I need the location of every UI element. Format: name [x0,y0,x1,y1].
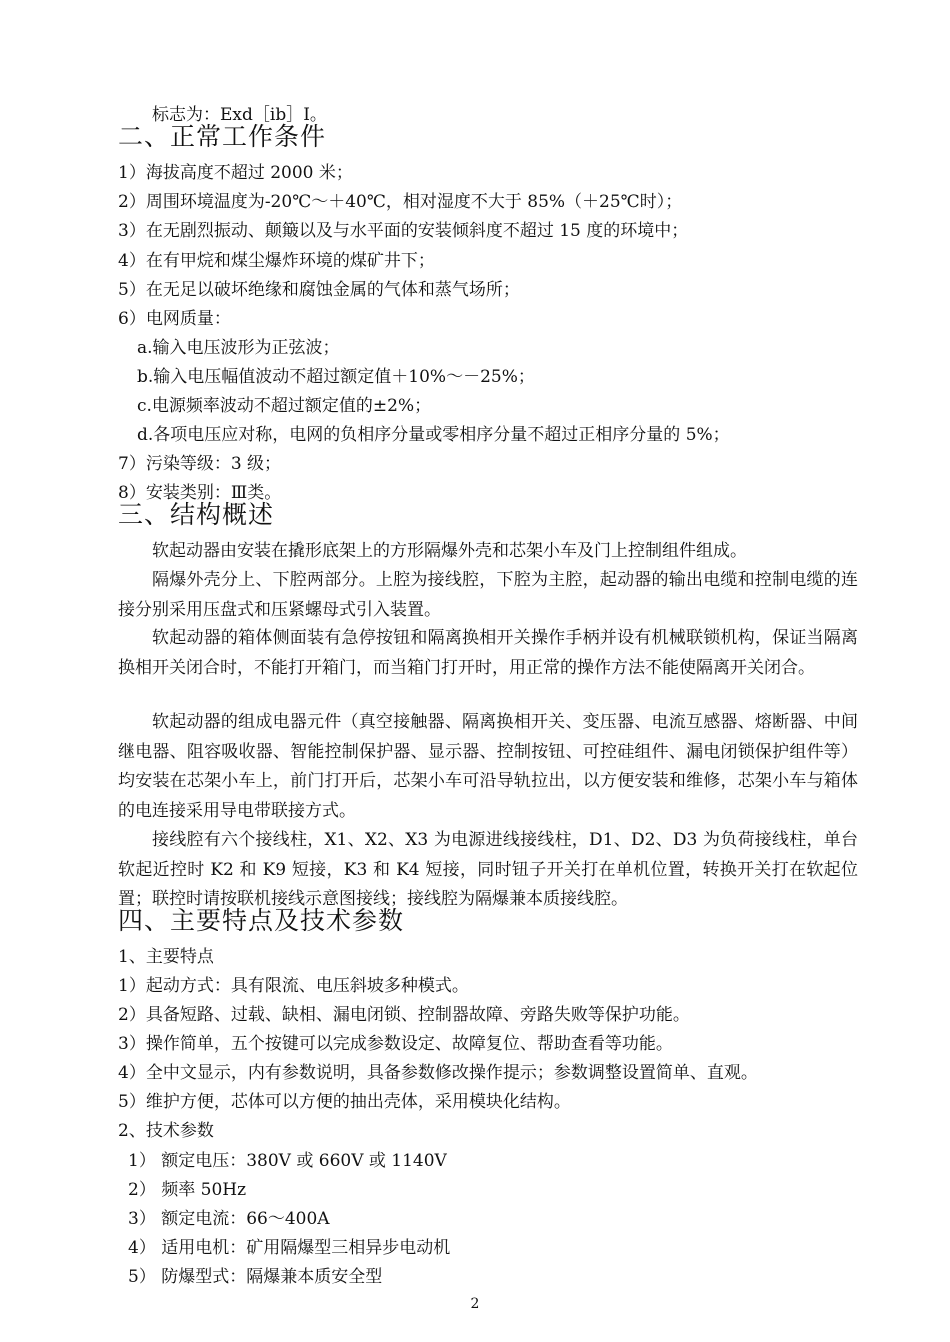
condition-4: 4）在有甲烷和煤尘爆炸环境的煤矿井下； [118,251,435,271]
param-2: 2） 频率 50Hz [128,1180,247,1200]
heading-normal-conditions: 二、正常工作条件 [118,122,327,151]
feature-4: 4）全中文显示，内有参数说明，具备参数修改操作提示；参数调整设置简单、直观。 [118,1063,758,1083]
structure-para-2: 隔爆外壳分上、下腔两部分。上腔为接线腔，下腔为主腔，起动器的输出电缆和控制电缆的连接分别采用压盘式和压紧螺母式引入装置。 [118,570,858,620]
param-5: 5） 防爆型式：隔爆兼本质安全型 [128,1267,383,1287]
structure-para-1: 软起动器由安装在撬形底架上的方形隔爆外壳和芯架小车及门上控制组件组成。 [152,541,747,561]
condition-5: 5）在无足以破坏绝缘和腐蚀金属的气体和蒸气场所； [118,280,520,300]
feature-1: 1）起动方式：具有限流、电压斜坡多种模式。 [118,976,469,996]
heading-structure: 三、结构概述 [118,500,275,529]
feature-2: 2）具备短路、过载、缺相、漏电闭锁、控制器故障、旁路失败等保护功能。 [118,1005,690,1025]
marking-line: 标志为：Exd［ib］I。 [152,105,327,125]
params-heading: 2、技术参数 [118,1121,214,1141]
heading-features-params: 四、主要特点及技术参数 [118,906,405,935]
condition-6: 6）电网质量： [118,309,231,329]
condition-3: 3）在无剧烈振动、颠簸以及与水平面的安装倾斜度不超过 15 度的环境中； [118,221,689,241]
condition-6c: c.电源频率波动不超过额定值的±2%； [137,396,432,416]
condition-7: 7）污染等级：3 级； [118,454,282,474]
structure-para-5: 接线腔有六个接线柱，X1、X2、X3 为电源进线接线柱，D1、D2、D3 为负荷接线柱，单台软起近控时 K2 和 K9 短接，K3 和 K4 短接，同时钮子开关打在单机位置，转换开关打在软起位置；联控时请按联机接线示意图接线；接线腔为隔爆兼本质接线腔。 [118,830,858,909]
condition-6d: d.各项电压应对称，电网的负相序分量或零相序分量不超过正相序分量的 5%； [137,425,730,445]
structure-para-3: 软起动器的箱体侧面装有急停按钮和隔离换相开关操作手柄并设有机械联锁机构，保证当隔离换相开关闭合时，不能打开箱门，而当箱门打开时，用正常的操作方法不能使隔离开关闭合。 [118,628,858,678]
param-4: 4） 适用电机：矿用隔爆型三相异步电动机 [128,1238,451,1258]
feature-3: 3）操作简单，五个按键可以完成参数设定、故障复位、帮助查看等功能。 [118,1034,673,1054]
features-heading: 1、主要特点 [118,947,214,967]
param-3: 3） 额定电流：66～400A [128,1209,330,1229]
condition-8: 8）安装类别：Ⅲ类。 [118,483,282,503]
page-number: 2 [470,1296,480,1312]
condition-6b: b.输入电压幅值波动不超过额定值＋10%～－25%； [137,367,535,387]
param-1: 1） 额定电压：380V 或 660V 或 1140V [128,1151,447,1171]
feature-5: 5）维护方便，芯体可以方便的抽出壳体，采用模块化结构。 [118,1092,571,1112]
condition-2: 2）周围环境温度为-20℃～＋40℃，相对湿度不大于 85%（＋25℃时）； [118,192,683,212]
structure-para-4: 软起动器的组成电器元件（真空接触器、隔离换相开关、变压器、电流互感器、熔断器、中间继电器、阻容吸收器、智能控制保护器、显示器、控制按钮、可控硅组件、漏电闭锁保护组件等）均安装在芯架小车上，前门打开后，芯架小车可沿导轨拉出，以方便安装和维修，芯架小车与箱体的电连接采用导电带联接方式。 [118,712,858,821]
condition-1: 1）海拔高度不超过 2000 米； [118,163,353,183]
condition-6a: a.输入电压波形为正弦波； [137,338,340,358]
